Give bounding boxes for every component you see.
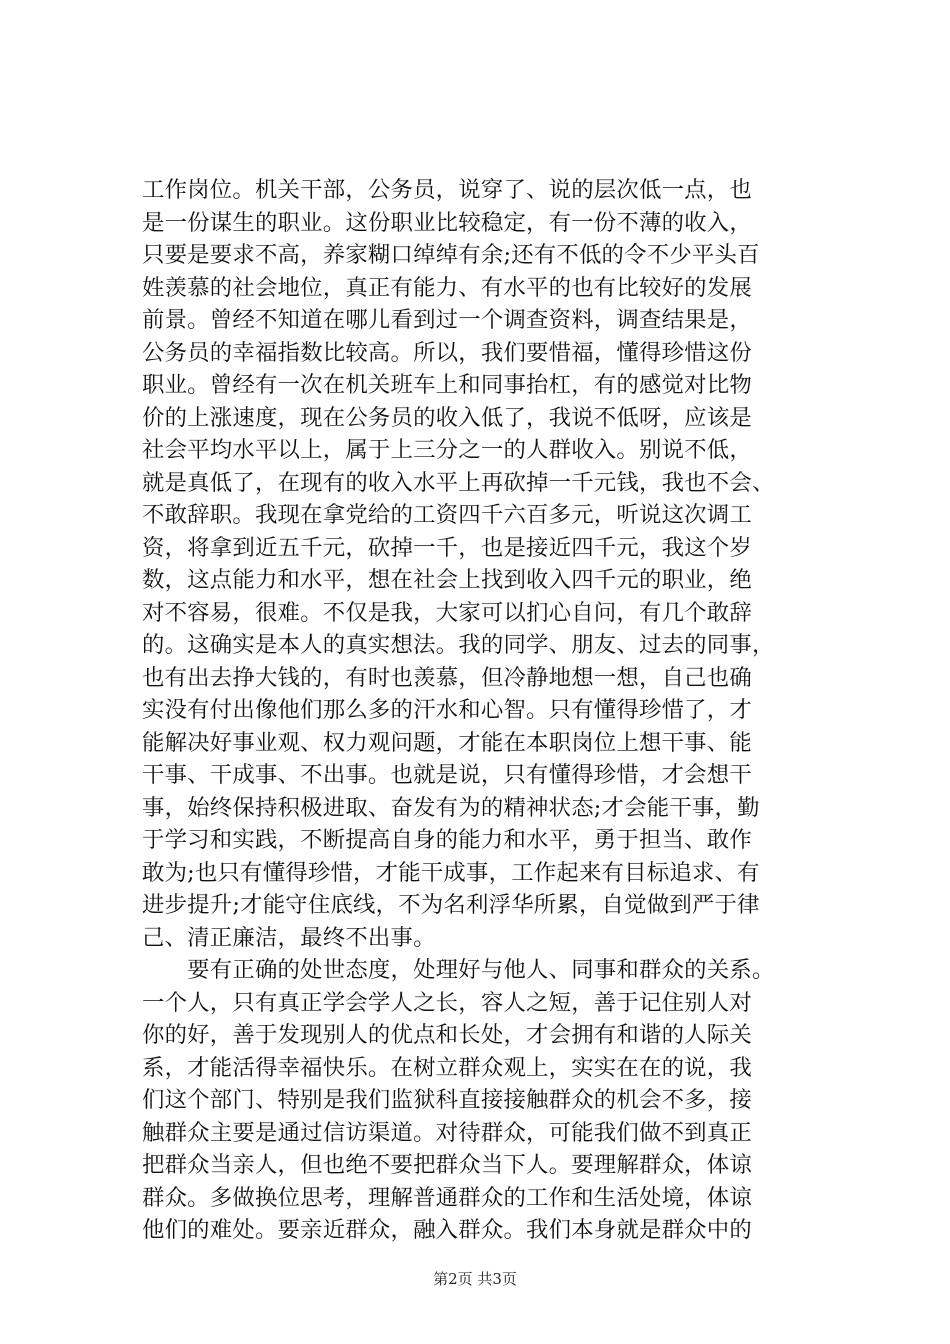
paragraph-start-line: 要有正确的处世态度，处理好与他人、同事和群众的关系。 (142, 957, 775, 983)
text-line: 们这个部门、特别是我们监狱科直接接触群众的机会不多，接 (142, 1087, 752, 1113)
text-line: 是一份谋生的职业。这份职业比较稳定，有一份不薄的收入， (142, 209, 752, 236)
text-line: 资，将拿到近五千元，砍掉一千，也是接近四千元，我这个岁 (142, 534, 752, 561)
text-line: 工作岗位。机关干部，公务员，说穿了、说的层次低一点，也 (142, 177, 752, 203)
body-text (142, 174, 832, 1247)
text-line: 你的好，善于发现别人的优点和长处，才会拥有和谐的人际关 (142, 1022, 752, 1048)
text-line: 己、清正廉洁，最终不出事。 (142, 924, 436, 951)
text-line: 系，才能活得幸福快乐。在树立群众观上，实实在在的说，我 (142, 1054, 752, 1081)
text-line: 社会平均水平以上，属于上三分之一的人群收入。别说不低， (142, 437, 752, 463)
text-line: 公务员的幸福指数比较高。所以，我们要惜福，懂得珍惜这份 (142, 339, 752, 366)
text-line: 群众。多做换位思考，理解普通群众的工作和生活处境，体谅 (142, 1184, 752, 1211)
text-line: 价的上涨速度，现在公务员的收入低了，我说不低呀，应该是 (142, 404, 752, 431)
text-line: 对不容易，很难。不仅是我，大家可以扪心自问，有几个敢辞 (142, 599, 752, 626)
text-line: 能解决好事业观、权力观问题，才能在本职岗位上想干事、能 (142, 729, 752, 756)
text-line: 姓羡慕的社会地位，真正有能力、有水平的也有比较好的发展 (142, 274, 752, 301)
text-line: 只要是要求不高，养家糊口绰绰有余;还有不低的令不少平头百 (142, 242, 760, 268)
text-line: 进步提升;才能守住底线，不为名利浮华所累，自觉做到严于律 (142, 892, 760, 918)
text-line: 一个人，只有真正学会学人之长，容人之短，善于记住别人对 (142, 989, 752, 1016)
text-line: 事，始终保持积极进取、奋发有为的精神状态;才会能干事，勤 (142, 794, 760, 821)
page-number-footer: 第2页 共3页 (433, 1270, 517, 1288)
text-line: 就是真低了，在现有的收入水平上再砍掉一千元钱，我也不会、 (142, 469, 775, 496)
text-line: 的。这确实是本人的真实想法。我的同学、朋友、过去的同事， (142, 632, 775, 658)
text-line: 把群众当亲人，但也绝不要把群众当下人。要理解群众，体谅 (142, 1152, 752, 1178)
text-line: 触群众主要是通过信访渠道。对待群众，可能我们做不到真正 (142, 1119, 752, 1146)
text-line: 敢为;也只有懂得珍惜，才能干成事，工作起来有目标追求、有 (142, 859, 760, 886)
text-line: 职业。曾经有一次在机关班车上和同事抬杠，有的感觉对比物 (142, 372, 752, 398)
text-line: 实没有付出像他们那么多的汗水和心智。只有懂得珍惜了，才 (142, 697, 752, 723)
text-line: 干事、干成事、不出事。也就是说，只有懂得珍惜，才会想干 (142, 762, 752, 788)
text-line: 于学习和实践，不断提高自身的能力和水平，勇于担当、敢作 (142, 827, 752, 853)
text-line: 他们的难处。要亲近群众，融入群众。我们本身就是群众中的 (142, 1217, 752, 1243)
text-line: 不敢辞职。我现在拿党给的工资四千六百多元，听说这次调工 (142, 502, 752, 528)
text-line: 数，这点能力和水平，想在社会上找到收入四千元的职业，绝 (142, 567, 752, 593)
text-line: 前景。曾经不知道在哪儿看到过一个调查资料，调查结果是， (142, 307, 752, 333)
text-line: 也有出去挣大钱的，有时也羡慕，但冷静地想一想，自己也确 (142, 664, 752, 691)
